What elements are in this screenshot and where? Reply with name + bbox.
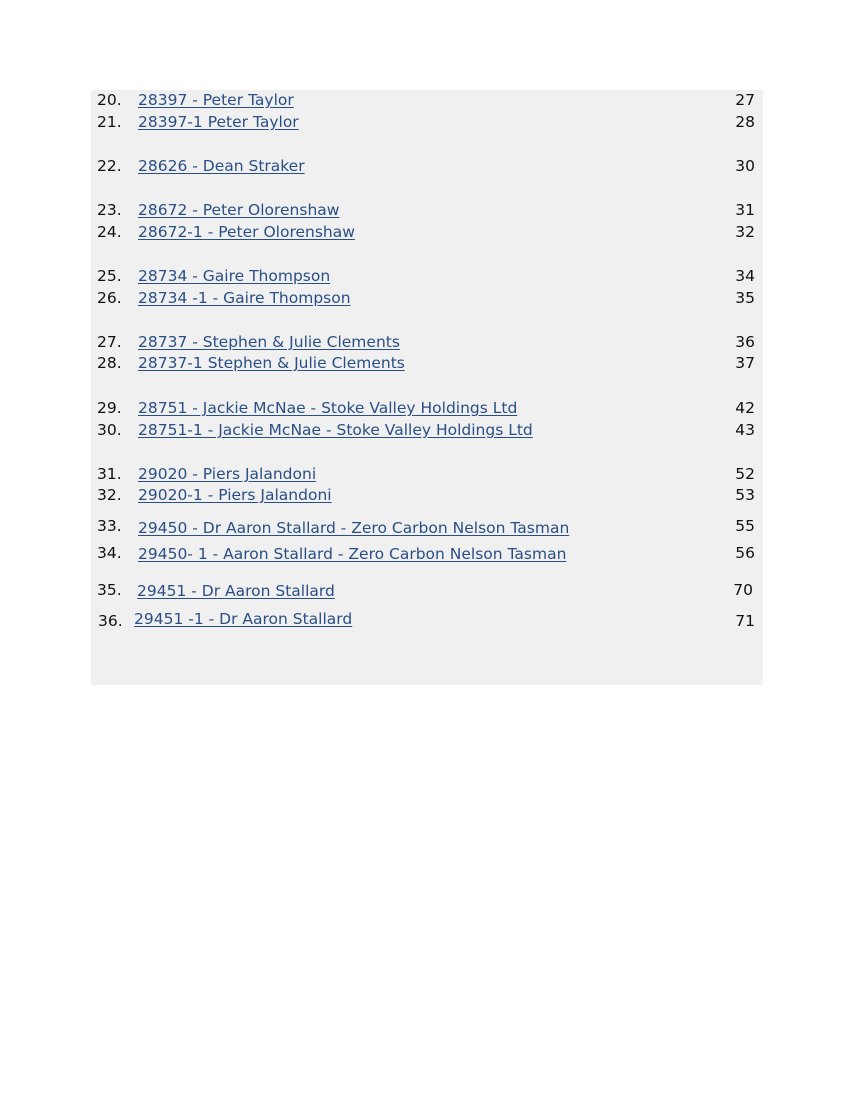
toc-entry bbox=[91, 543, 763, 563]
entry-link[interactable]: 29450 - Dr Aaron Stallard - Zero Carbon Nelson Tasman bbox=[138, 519, 570, 537]
toc-entry bbox=[91, 222, 763, 242]
entry-number: 28. bbox=[97, 354, 122, 372]
toc-panel bbox=[91, 90, 763, 685]
toc-entry bbox=[91, 156, 763, 176]
toc-entry bbox=[91, 90, 763, 110]
entry-number: 36. bbox=[98, 612, 123, 630]
entry-page: 36 bbox=[735, 333, 755, 351]
entry-page: 43 bbox=[735, 421, 755, 439]
toc-entry bbox=[91, 200, 763, 220]
toc-entry bbox=[91, 609, 763, 629]
toc-entry bbox=[91, 266, 763, 286]
toc-entry bbox=[91, 516, 763, 536]
entry-page: 28 bbox=[735, 113, 755, 131]
toc-entry bbox=[91, 464, 763, 484]
entry-number: 32. bbox=[97, 486, 122, 504]
entry-number: 35. bbox=[97, 581, 122, 599]
entry-page: 70 bbox=[733, 581, 753, 599]
entry-page: 34 bbox=[735, 267, 755, 285]
toc-entry bbox=[91, 112, 763, 132]
entry-page: 55 bbox=[735, 517, 755, 535]
entry-link[interactable]: 29020 - Piers Jalandoni bbox=[138, 465, 317, 483]
toc-entry bbox=[91, 332, 763, 352]
entry-link[interactable]: 28397-1 Peter Taylor bbox=[138, 113, 299, 131]
entry-link[interactable]: 28737 - Stephen & Julie Clements bbox=[138, 333, 400, 351]
entry-link[interactable]: 28626 - Dean Straker bbox=[138, 157, 305, 175]
entry-link[interactable]: 29451 -1 - Dr Aaron Stallard bbox=[134, 610, 353, 628]
toc-entry bbox=[91, 288, 763, 308]
entry-link[interactable]: 28737-1 Stephen & Julie Clements bbox=[138, 354, 405, 372]
entry-number: 22. bbox=[97, 157, 122, 175]
toc-entry bbox=[91, 485, 763, 505]
entry-link[interactable]: 28751 - Jackie McNae - Stoke Valley Holdings Ltd bbox=[138, 399, 518, 417]
entry-number: 25. bbox=[97, 267, 122, 285]
entry-number: 20. bbox=[97, 91, 122, 109]
entry-link[interactable]: 28672-1 - Peter Olorenshaw bbox=[138, 223, 355, 241]
entry-number: 33. bbox=[97, 517, 122, 535]
entry-page: 71 bbox=[735, 612, 755, 630]
entry-page: 52 bbox=[735, 465, 755, 483]
entry-link[interactable]: 28672 - Peter Olorenshaw bbox=[138, 201, 340, 219]
toc-entry bbox=[91, 420, 763, 440]
entry-page: 42 bbox=[735, 399, 755, 417]
toc-entry bbox=[91, 353, 763, 373]
entry-page: 32 bbox=[735, 223, 755, 241]
entry-page: 37 bbox=[735, 354, 755, 372]
entry-number: 34. bbox=[97, 544, 122, 562]
entry-page: 27 bbox=[735, 91, 755, 109]
entry-link[interactable]: 29451 - Dr Aaron Stallard bbox=[137, 582, 335, 600]
entry-number: 21. bbox=[97, 113, 122, 131]
entry-page: 30 bbox=[735, 157, 755, 175]
entry-page: 35 bbox=[735, 289, 755, 307]
toc-entry bbox=[91, 580, 763, 600]
entry-number: 29. bbox=[97, 399, 122, 417]
entry-number: 30. bbox=[97, 421, 122, 439]
entry-link[interactable]: 28734 - Gaire Thompson bbox=[138, 267, 331, 285]
entry-link[interactable]: 28734 -1 - Gaire Thompson bbox=[138, 289, 351, 307]
entry-link[interactable]: 28751-1 - Jackie McNae - Stoke Valley Holdings Ltd bbox=[138, 421, 533, 439]
entry-number: 31. bbox=[97, 465, 122, 483]
entry-link[interactable]: 28397 - Peter Taylor bbox=[138, 91, 294, 109]
entry-link[interactable]: 29450- 1 - Aaron Stallard - Zero Carbon Nelson Tasman bbox=[138, 545, 567, 563]
entry-page: 31 bbox=[735, 201, 755, 219]
toc-entry bbox=[91, 398, 763, 418]
entry-number: 23. bbox=[97, 201, 122, 219]
entry-number: 27. bbox=[97, 333, 122, 351]
entry-number: 24. bbox=[97, 223, 122, 241]
entry-number: 26. bbox=[97, 289, 122, 307]
entry-link[interactable]: 29020-1 - Piers Jalandoni bbox=[138, 486, 332, 504]
entry-page: 53 bbox=[735, 486, 755, 504]
entry-page: 56 bbox=[735, 544, 755, 562]
